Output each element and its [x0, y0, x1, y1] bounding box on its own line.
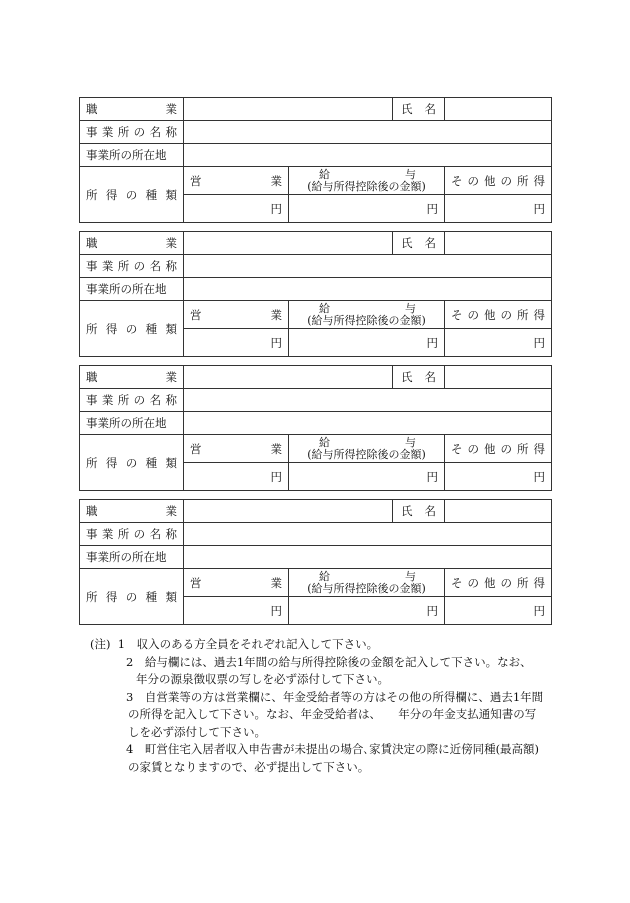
label-char: 氏	[401, 504, 413, 518]
label-char: そ	[451, 575, 463, 590]
label-char: そ	[451, 173, 463, 188]
salary-amount-field[interactable]	[289, 597, 445, 625]
salary-subheader: (給与所得控除後の金額)	[307, 447, 426, 461]
income-type-label	[80, 301, 184, 357]
business-header	[184, 167, 289, 195]
label-char: 類	[165, 321, 177, 336]
note-3a: 3 自営業等の方は営業欄に、年金受給者等の方はその他の所得欄に、過去1年間	[126, 689, 544, 704]
other-amount-field[interactable]	[445, 195, 552, 223]
name-label	[393, 232, 445, 255]
yen-unit: 円	[533, 335, 546, 350]
note-prefix: (注)	[90, 637, 111, 651]
business-amount-field[interactable]	[184, 329, 289, 357]
occupation-label	[80, 366, 184, 389]
salary-subheader: (給与所得控除後の金額)	[307, 179, 426, 193]
label-char: 得	[533, 307, 546, 322]
occupation-label	[80, 98, 184, 121]
label-char: 得	[105, 187, 118, 202]
label-char: 他	[484, 441, 496, 456]
label-char: 称	[165, 125, 177, 139]
occupation-field[interactable]	[184, 500, 393, 523]
label-char: の	[500, 307, 513, 322]
yen-unit: 円	[270, 335, 282, 350]
label-char: 所	[117, 259, 130, 273]
income-block	[79, 97, 552, 223]
office-location-field[interactable]	[184, 412, 552, 435]
business-header	[184, 435, 289, 463]
salary-amount-field[interactable]	[289, 463, 445, 491]
label-char: 給	[319, 301, 330, 315]
label-char: 種	[145, 455, 158, 470]
label-char: 営	[190, 307, 202, 322]
label-char: の	[133, 393, 146, 407]
label-char: 事	[86, 393, 98, 407]
label-char: 営	[190, 173, 202, 188]
label-char: 職	[86, 102, 98, 116]
name-field[interactable]	[445, 232, 552, 255]
label-char: 所	[517, 575, 529, 590]
yen-unit: 円	[426, 335, 439, 350]
name-field[interactable]	[445, 98, 552, 121]
label-char: 得	[533, 441, 546, 456]
office-location-field[interactable]	[184, 278, 552, 301]
label-char: 名	[424, 370, 437, 384]
label-char: 職	[86, 504, 98, 518]
label-char: 業	[270, 441, 282, 456]
other-income-header	[445, 301, 552, 329]
name-label	[393, 500, 445, 523]
label-char: 称	[165, 259, 177, 273]
label-char: 職	[86, 236, 98, 250]
other-income-header	[445, 167, 552, 195]
label-char: 所	[117, 125, 130, 139]
salary-amount-field[interactable]	[289, 329, 445, 357]
yen-unit: 円	[533, 201, 546, 216]
business-amount-field[interactable]	[184, 597, 289, 625]
occupation-field[interactable]	[184, 366, 393, 389]
label-char: 業	[165, 236, 177, 250]
label-char: 他	[484, 575, 496, 590]
occupation-label	[80, 232, 184, 255]
label-char: 業	[101, 125, 114, 139]
business-amount-field[interactable]	[184, 463, 289, 491]
label-char: の	[467, 575, 480, 590]
label-char: 業	[270, 575, 282, 590]
yen-unit: 円	[426, 469, 439, 484]
note-2a: 2 給与欄には、過去1年間の給与所得控除後の金額を記入して下さい。なお、	[126, 654, 532, 669]
label-char: 業	[270, 173, 282, 188]
label-char: 得	[105, 589, 118, 604]
office-location-field[interactable]	[184, 144, 552, 167]
label-char: の	[467, 441, 480, 456]
label-char: の	[467, 173, 480, 188]
yen-unit: 円	[426, 201, 439, 216]
label-char: 業	[165, 504, 177, 518]
label-char: 営	[190, 575, 202, 590]
yen-unit: 円	[426, 603, 439, 618]
label-char: 名	[149, 527, 162, 541]
label-char: 与	[405, 167, 417, 181]
label-char: 種	[145, 589, 158, 604]
label-char: 給	[319, 167, 330, 181]
label-char: 業	[165, 102, 177, 116]
label-char: 所	[117, 527, 130, 541]
label-char: 氏	[401, 370, 413, 384]
name-field[interactable]	[445, 366, 552, 389]
office-name-label	[80, 121, 184, 144]
note-1	[90, 636, 560, 654]
label-char: の	[500, 173, 513, 188]
income-form	[79, 97, 551, 633]
label-char: 所	[86, 321, 98, 336]
name-field[interactable]	[445, 500, 552, 523]
label-char: 所	[86, 589, 98, 604]
label-char: 与	[405, 301, 417, 315]
note-4b: の家賃となりますので、必ず提出して下さい。	[128, 759, 370, 774]
label-char: の	[500, 441, 513, 456]
salary-header	[289, 301, 445, 329]
office-name-field[interactable]	[184, 523, 552, 546]
label-char: の	[133, 527, 146, 541]
office-name-field[interactable]	[184, 255, 552, 278]
business-header	[184, 301, 289, 329]
label-char: 類	[165, 187, 177, 202]
name-label	[393, 366, 445, 389]
label-char: の	[125, 589, 138, 604]
label-char: 得	[533, 173, 546, 188]
label-char: 所	[517, 173, 529, 188]
label-char: 業	[165, 370, 177, 384]
salary-header	[289, 569, 445, 597]
label-char: 種	[145, 187, 158, 202]
income-type-label	[80, 569, 184, 625]
salary-header	[289, 435, 445, 463]
label-char: 与	[405, 569, 417, 583]
label-char: 類	[165, 455, 177, 470]
label-char: 所	[117, 393, 130, 407]
label-char: 名	[424, 504, 437, 518]
salary-subheader: (給与所得控除後の金額)	[307, 313, 426, 327]
other-income-header	[445, 569, 552, 597]
yen-unit: 円	[533, 469, 546, 484]
note-2b: 年分の源泉徴収票の写しを必ず添付して下さい。	[136, 672, 389, 686]
office-name-field[interactable]	[184, 121, 552, 144]
label-char: 所	[517, 307, 529, 322]
label-char: 名	[424, 236, 437, 250]
label-char: 類	[165, 589, 177, 604]
label-char: 得	[105, 455, 118, 470]
office-location-label: 事業所の所在地	[80, 278, 184, 301]
notes-section	[90, 636, 560, 776]
label-char: 氏	[401, 236, 413, 250]
income-block	[79, 499, 552, 625]
label-char: 他	[484, 307, 496, 322]
label-char: 与	[405, 435, 417, 449]
label-char: 業	[101, 393, 114, 407]
label-char: 職	[86, 370, 98, 384]
office-location-label: 事業所の所在地	[80, 412, 184, 435]
label-char: 営	[190, 441, 202, 456]
office-name-label	[80, 389, 184, 412]
office-location-field[interactable]	[184, 546, 552, 569]
label-char: 事	[86, 125, 98, 139]
office-name-label	[80, 523, 184, 546]
label-char: 給	[319, 569, 330, 583]
salary-subheader: (給与所得控除後の金額)	[307, 581, 426, 595]
label-char: の	[125, 187, 138, 202]
note-3b: の所得を記入して下さい。なお、年金受給者は、 年分の年金支払通知書の写	[128, 707, 537, 721]
label-char: そ	[451, 307, 463, 322]
label-char: の	[500, 575, 513, 590]
other-amount-field[interactable]	[445, 329, 552, 357]
other-amount-field[interactable]	[445, 597, 552, 625]
income-type-label	[80, 167, 184, 223]
label-char: 名	[149, 125, 162, 139]
office-location-label: 事業所の所在地	[80, 546, 184, 569]
note-3c: しを必ず添付して下さい。	[128, 724, 266, 739]
label-char: の	[125, 321, 138, 336]
income-type-label	[80, 435, 184, 491]
label-char: 業	[270, 307, 282, 322]
label-char: の	[133, 259, 146, 273]
label-char: 種	[145, 321, 158, 336]
business-header	[184, 569, 289, 597]
label-char: そ	[451, 441, 463, 456]
note-4a: 4 町営住宅入居者収入申告書が未提出の場合､家賃決定の際に近傍同種(最高額)	[126, 742, 540, 756]
label-char: 称	[165, 527, 177, 541]
label-char: の	[125, 455, 138, 470]
label-char: 得	[105, 321, 118, 336]
label-char: 所	[86, 455, 98, 470]
office-name-label	[80, 255, 184, 278]
occupation-label	[80, 500, 184, 523]
yen-unit: 円	[270, 603, 282, 618]
name-label	[393, 98, 445, 121]
salary-header	[289, 167, 445, 195]
other-amount-field[interactable]	[445, 463, 552, 491]
business-amount-field[interactable]	[184, 195, 289, 223]
label-char: 業	[101, 527, 114, 541]
label-char: 給	[319, 435, 330, 449]
occupation-field[interactable]	[184, 232, 393, 255]
office-location-label: 事業所の所在地	[80, 144, 184, 167]
office-name-field[interactable]	[184, 389, 552, 412]
other-income-header	[445, 435, 552, 463]
label-char: 氏	[401, 102, 413, 116]
label-char: 所	[86, 187, 98, 202]
yen-unit: 円	[270, 469, 282, 484]
label-char: の	[467, 307, 480, 322]
label-char: 事	[86, 259, 98, 273]
yen-unit: 円	[533, 603, 546, 618]
label-char: の	[133, 125, 146, 139]
label-char: 称	[165, 393, 177, 407]
note-1-text: 1 収入のある方全員をそれぞれ記入して下さい。	[117, 637, 379, 651]
label-char: 名	[424, 102, 437, 116]
label-char: 名	[149, 393, 162, 407]
income-block	[79, 365, 552, 491]
yen-unit: 円	[270, 201, 282, 216]
label-char: 所	[517, 441, 529, 456]
label-char: 事	[86, 527, 98, 541]
salary-amount-field[interactable]	[289, 195, 445, 223]
label-char: 名	[149, 259, 162, 273]
occupation-field[interactable]	[184, 98, 393, 121]
label-char: 他	[484, 173, 496, 188]
income-block	[79, 231, 552, 357]
label-char: 得	[533, 575, 546, 590]
label-char: 業	[101, 259, 114, 273]
